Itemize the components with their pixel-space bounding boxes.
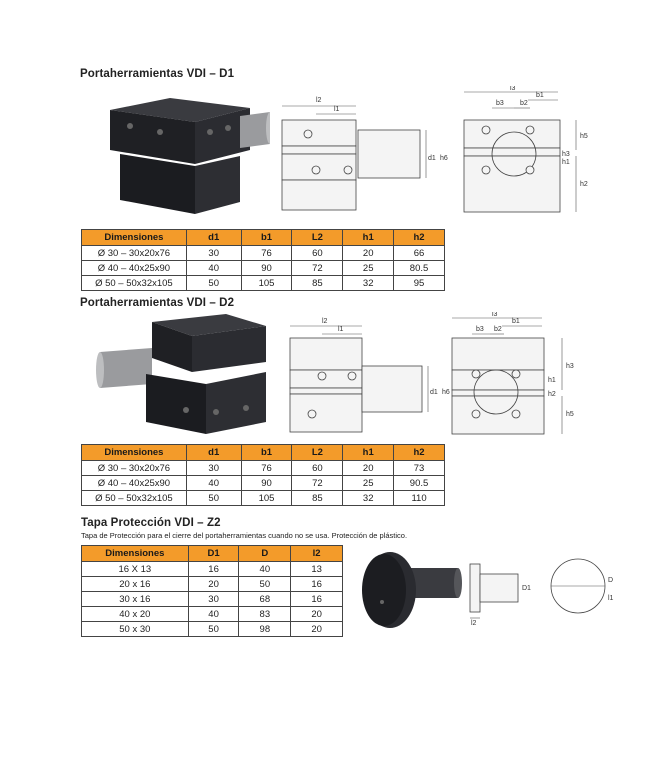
cell-l2: 20 (291, 607, 343, 622)
cell-d1: 30 (186, 246, 241, 261)
table-row (82, 622, 343, 637)
header-dimensiones: Dimensiones (82, 230, 187, 246)
header-h2: h2 (394, 445, 445, 461)
cell-D: 40 (239, 562, 291, 577)
section-description-z2: Tapa de Protección para el cierre del portaherramientas cuando no se usa. Protección de plástico. (81, 531, 408, 540)
toolholder-d1-front-drawing (458, 86, 598, 216)
cell-l2: 85 (292, 276, 343, 291)
cell-l2: 85 (292, 491, 343, 506)
protection-cap-drawing (466, 556, 616, 626)
cell-b1: 105 (241, 276, 292, 291)
table-row (82, 607, 343, 622)
cell-dimensiones: Ø 30 – 30x20x76 (82, 246, 187, 261)
cell-h1: 32 (343, 491, 394, 506)
d1-spec-table (81, 229, 445, 291)
cell-l2: 16 (291, 577, 343, 592)
dim-h6: h6 (440, 155, 448, 162)
header-dimensiones: Dimensiones (82, 445, 187, 461)
cell-dimensiones: Ø 30 – 30x20x76 (82, 461, 187, 476)
dim-D: D (608, 577, 614, 584)
d2-spec-table (81, 444, 445, 506)
cell-dimensiones: Ø 40 – 40x25x90 (82, 476, 187, 491)
header-d1: d1 (186, 445, 241, 461)
dim-l3: l3 (492, 312, 498, 318)
dim-b1: b1 (536, 92, 544, 99)
dim-h5: h5 (566, 411, 574, 418)
cell-b1: 105 (241, 491, 292, 506)
table-row (82, 577, 343, 592)
cell-l2: 60 (292, 246, 343, 261)
dim-b2: b2 (494, 326, 502, 333)
dim-l1: l1 (334, 106, 340, 113)
dim-l3: l3 (510, 86, 516, 92)
cell-d1: 30 (186, 461, 241, 476)
cell-l2: 72 (292, 476, 343, 491)
table-row (82, 476, 445, 491)
header-l2: l2 (291, 546, 343, 562)
cell-D: 68 (239, 592, 291, 607)
dim-b3: b3 (476, 326, 484, 333)
cell-b1: 90 (241, 261, 292, 276)
z2-spec-table (81, 545, 343, 637)
cell-h2: 80.5 (394, 261, 445, 276)
dim-h1: h1 (548, 377, 556, 384)
cell-b1: 76 (241, 461, 292, 476)
cell-l2: 60 (292, 461, 343, 476)
table-row (82, 592, 343, 607)
cell-b1: 76 (241, 246, 292, 261)
cell-dimensiones: 20 x 16 (82, 577, 189, 592)
dim-h1: h1 (562, 159, 570, 166)
table-row (82, 276, 445, 291)
dim-d1: d1 (428, 155, 436, 162)
cell-l2: 20 (291, 622, 343, 637)
cell-D1: 16 (188, 562, 239, 577)
section-title-z2: Tapa Protección VDI – Z2 (81, 517, 221, 529)
cell-l2: 72 (292, 261, 343, 276)
dim-h3: h3 (566, 363, 574, 370)
dim-l2: l2 (471, 620, 477, 626)
header-h1: h1 (343, 230, 394, 246)
toolholder-d1-image (100, 92, 270, 216)
cell-l2: 13 (291, 562, 343, 577)
cell-D: 83 (239, 607, 291, 622)
table-row (82, 562, 343, 577)
cell-dimensiones: 40 x 20 (82, 607, 189, 622)
cell-dimensiones: Ø 50 – 50x32x105 (82, 276, 187, 291)
dim-b3: b3 (496, 100, 504, 107)
toolholder-d2-side-drawing (282, 314, 462, 438)
cell-D: 50 (239, 577, 291, 592)
dim-h3: h3 (562, 151, 570, 158)
cell-h1: 20 (343, 246, 394, 261)
protection-cap-image (360, 546, 462, 632)
cell-d1: 40 (186, 261, 241, 276)
table-row (82, 246, 445, 261)
dim-b2: b2 (520, 100, 528, 107)
dim-l2: l2 (316, 97, 322, 104)
dim-l1: l1 (338, 326, 344, 333)
dim-d1: d1 (430, 389, 438, 396)
cell-h1: 25 (343, 476, 394, 491)
cell-dimensiones: 16 X 13 (82, 562, 189, 577)
cell-dimensiones: 30 x 16 (82, 592, 189, 607)
cell-D1: 30 (188, 592, 239, 607)
cell-h2: 90.5 (394, 476, 445, 491)
table-row (82, 491, 445, 506)
dim-D1: D1 (522, 585, 531, 592)
header-l2: L2 (292, 230, 343, 246)
cell-dimensiones: Ø 40 – 40x25x90 (82, 261, 187, 276)
cell-d1: 40 (186, 476, 241, 491)
dim-h6: h6 (442, 389, 450, 396)
header-d1: d1 (186, 230, 241, 246)
header-dimensiones: Dimensiones (82, 546, 189, 562)
dim-h5: h5 (580, 133, 588, 140)
toolholder-d1-side-drawing (276, 88, 456, 216)
table-row (82, 261, 445, 276)
dim-b1: b1 (512, 318, 520, 325)
dim-h2: h2 (580, 181, 588, 188)
toolholder-d2-front-drawing (446, 312, 596, 438)
header-b1: b1 (241, 230, 292, 246)
cell-d1: 50 (186, 276, 241, 291)
header-b1: b1 (241, 445, 292, 461)
section-title-d1: Portaherramientas VDI – D1 (80, 68, 235, 80)
header-h1: h1 (343, 445, 394, 461)
cell-D1: 40 (188, 607, 239, 622)
header-D: D (239, 546, 291, 562)
header-D1: D1 (188, 546, 239, 562)
dim-h2: h2 (548, 391, 556, 398)
header-h2: h2 (394, 230, 445, 246)
table-row (82, 461, 445, 476)
cell-h2: 95 (394, 276, 445, 291)
dim-l2: l2 (322, 318, 328, 325)
section-title-d2: Portaherramientas VDI – D2 (80, 297, 235, 309)
toolholder-d2-image (96, 312, 272, 436)
cell-D1: 20 (188, 577, 239, 592)
cell-h1: 20 (343, 461, 394, 476)
cell-h1: 25 (343, 261, 394, 276)
header-l2: L2 (292, 445, 343, 461)
cell-h2: 73 (394, 461, 445, 476)
cell-b1: 90 (241, 476, 292, 491)
cell-D1: 50 (188, 622, 239, 637)
dim-l1: l1 (608, 595, 614, 602)
cell-h2: 66 (394, 246, 445, 261)
cell-h2: 110 (394, 491, 445, 506)
cell-h1: 32 (343, 276, 394, 291)
cell-dimensiones: Ø 50 – 50x32x105 (82, 491, 187, 506)
cell-l2: 16 (291, 592, 343, 607)
cell-d1: 50 (186, 491, 241, 506)
cell-dimensiones: 50 x 30 (82, 622, 189, 637)
cell-D: 98 (239, 622, 291, 637)
